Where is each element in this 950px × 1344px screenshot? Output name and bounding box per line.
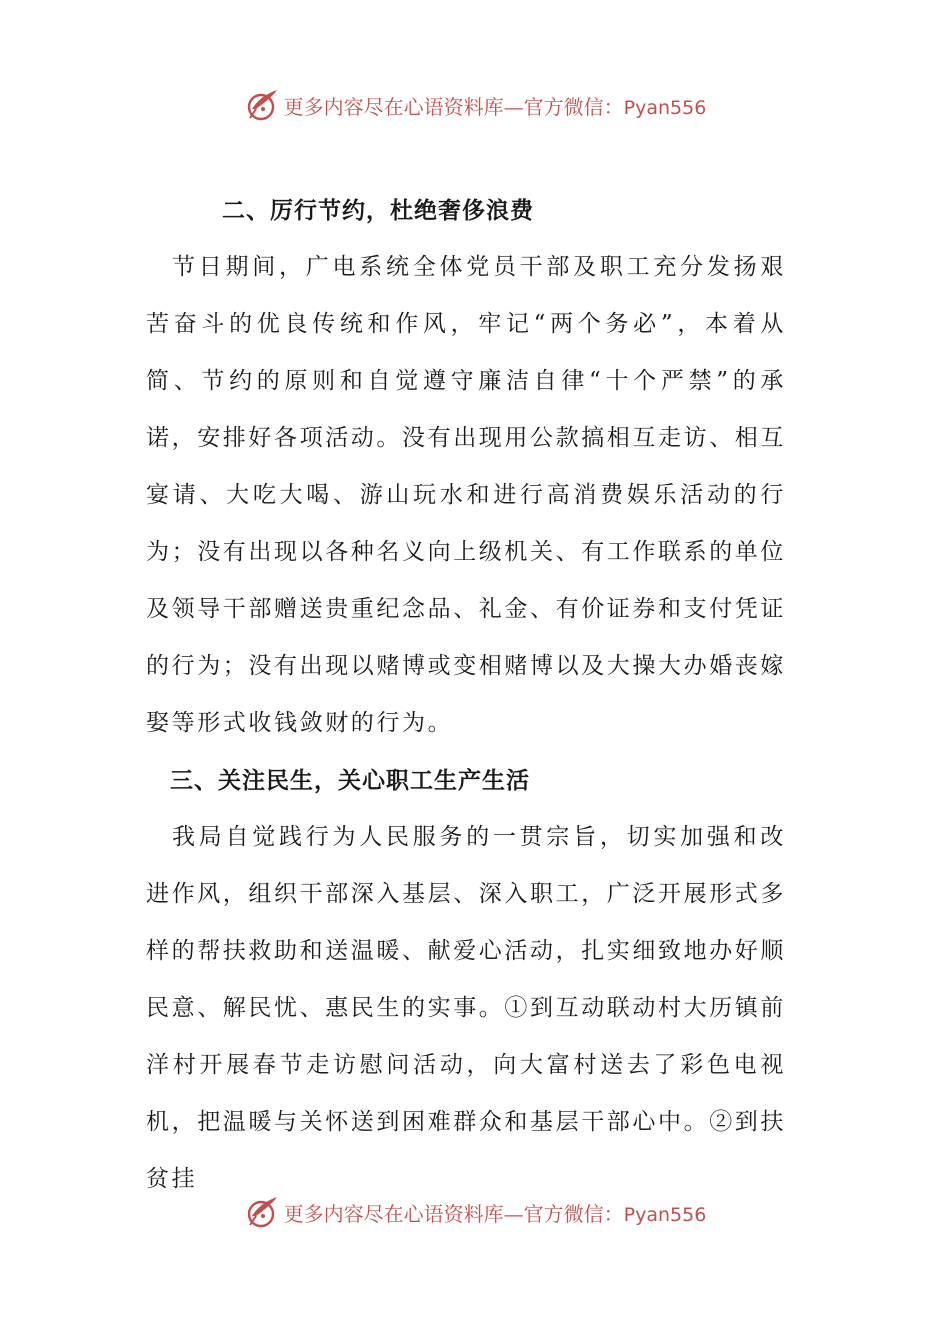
section-paragraph: 我局自觉践行为人民服务的一贯宗旨，切实加强和改进作风，组织干部深入基层、深入职工，广泛开展形式多样的帮扶救助和送温暖、献爱心活动，扎实细致地办好顺民意、解民忧、惠民生的实事。①到互动联动村大历镇前洋村开展春节走访慰问活动，向大富村送去了彩色电视机，把温暖与关怀送到困难群众和基层干部心中。②到扶贫挂 [146, 824, 786, 1192]
header-watermark-banner [0, 85, 950, 125]
section-heading: 三、关注民生，关心职工生产生活 [170, 767, 530, 794]
feather-quill-logo-icon [244, 1194, 280, 1230]
document-body [146, 182, 786, 1208]
feather-quill-logo-icon [244, 87, 280, 123]
section-heading: 二、厉行节约，杜绝奢侈浪费 [222, 197, 534, 224]
banner-text: 更多内容尽在心语资料库—官方微信：Pyan556 [283, 1201, 707, 1226]
footer-watermark-banner [0, 1192, 950, 1232]
section-paragraph: 节日期间，广电系统全体党员干部及职工充分发扬艰苦奋斗的优良传统和作风，牢记“两个务必”，本着从简、节约的原则和自觉遵守廉洁自律“十个严禁”的承诺，安排好各项活动。没有出现用公款搞相互走访、相互宴请、大吃大喝、游山玩水和进行高消费娱乐活动的行为；没有出现以各种名义向上级机关、有工作联系的单位及领导干部赠送贵重纪念品、礼金、有价证券和支付凭证的行为；没有出现以赌博或变相赌博以及大操大办婚丧嫁娶等形式收钱敛财的行为。 [146, 254, 786, 736]
banner-text: 更多内容尽在心语资料库—官方微信：Pyan556 [283, 94, 707, 119]
